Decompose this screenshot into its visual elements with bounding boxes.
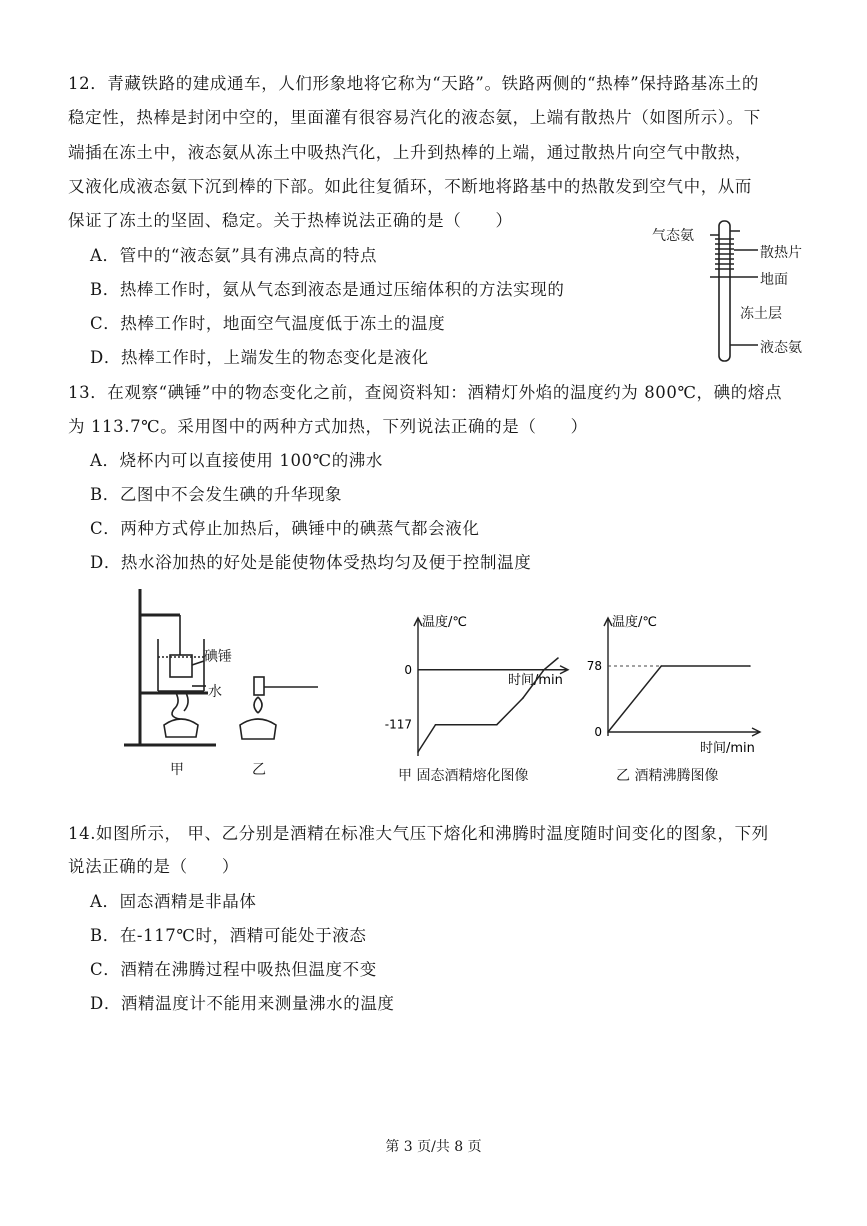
y-tick-label: -117 [384,717,412,732]
data-point [417,751,419,753]
chart-yi-caption: 乙 酒精沸腾图像 [616,768,719,784]
q13-option-c: C．两种方式停止加热后，碘锤中的碘蒸气都会液化 [90,519,480,538]
q12-line-2: 稳定性，热棒是封闭中空的，里面灌有很容易汽化的液态氨，上端有散热片（如图所示）。下 [68,108,761,127]
y-tick-label: 78 [586,659,602,673]
q12-line-4: 又液化成液态氨下沉到棒的下部。如此往复循环，不断地将路基中的热散发到空气中，从而 [68,177,752,196]
q14-option-c: C．酒精在沸腾过程中吸热但温度不变 [90,960,377,979]
q13-line-1: 13．在观察“碘锤”中的物态变化之前，查阅资料知：酒精灯外焰的温度约为 800℃，碘的熔点 [68,383,783,402]
series-line-0 [608,666,750,732]
data-point [435,724,437,726]
q12-option-d: D．热棒工作时，上端发生的物态变化是液化 [90,348,429,367]
q13-option-b: B．乙图中不会发生碘的升华现象 [90,485,343,504]
q13-line-2: 为 113.7℃。采用图中的两种方式加热，下列说法正确的是（ ） [68,417,588,436]
q12-line-3: 端插在冻土中，液态氨从冻土中吸热汽化，上升到热棒的上端，通过散热片向空气中散热， [68,143,752,162]
label-ground: 地面 [760,272,788,288]
q14-option-a: A．固态酒精是非晶体 [90,892,257,911]
data-point [557,657,559,659]
label-yi: 乙 [252,762,266,778]
data-point [522,697,524,699]
page-footer: 第 3 页/共 8 页 [385,1139,482,1155]
label-gaseous-ammonia: 气态氨 [652,228,694,244]
q13-option-a: A．烧杯内可以直接使用 100℃的沸水 [90,451,384,470]
q12-option-c: C．热棒工作时，地面空气温度低于冻土的温度 [90,314,446,333]
data-point [607,731,609,733]
label-water: 水 [208,684,222,700]
data-point [496,724,498,726]
q12-line-1: 12．青藏铁路的建成通车，人们形象地将它称为“天路”。铁路两侧的“热棒”保持路基冻土的 [68,74,760,93]
q12-option-a: A．管中的“液态氨”具有沸点高的特点 [90,246,378,265]
y-axis-label: 温度/℃ [422,615,467,630]
label-heat-fins: 散热片 [760,245,802,261]
q14-option-b: B．在-117℃时，酒精可能处于液态 [90,926,367,945]
q12-line-5: 保证了冻土的坚固、稳定。关于热棒说法正确的是（ ） [68,211,513,230]
data-point [543,669,545,671]
q14-option-d: D．酒精温度计不能用来测量沸水的温度 [90,994,395,1013]
q12-option-b: B．热棒工作时，氨从气态到液态是通过压缩体积的方法实现的 [90,280,565,299]
chart-jia-caption: 甲 固态酒精熔化图像 [398,768,529,784]
data-point [749,665,751,667]
heating-apparatus-drawing [118,585,333,780]
data-point [660,665,662,667]
y-tick-label: 0 [594,725,602,739]
label-permafrost: 冻土层 [740,306,782,322]
label-liquid-ammonia: 液态氨 [760,340,802,356]
q13-option-d: D．热水浴加热的好处是能使物体受热均匀及便于控制温度 [90,553,532,572]
chart-yi-plot [586,612,772,762]
chart-yi [586,612,772,784]
x-axis-label: 时间/min [508,672,563,688]
label-jia: 甲 [170,762,184,778]
x-axis-label: 时间/min [700,741,755,756]
y-axis-label: 温度/℃ [612,615,657,630]
label-iodine-hammer: 碘锤 [204,649,232,665]
q14-line-1: 14.如图所示， 甲、乙分别是酒精在标准大气压下熔化和沸腾时温度随时间变化的图象，下列 [68,824,769,843]
chart-jia [378,612,578,782]
heat-rod-figure [650,215,820,370]
heating-apparatus-figure [118,585,333,780]
q14-line-2: 说法正确的是（ ） [68,857,239,876]
y-tick-label: 0 [404,662,412,677]
chart-jia-plot [378,612,578,762]
